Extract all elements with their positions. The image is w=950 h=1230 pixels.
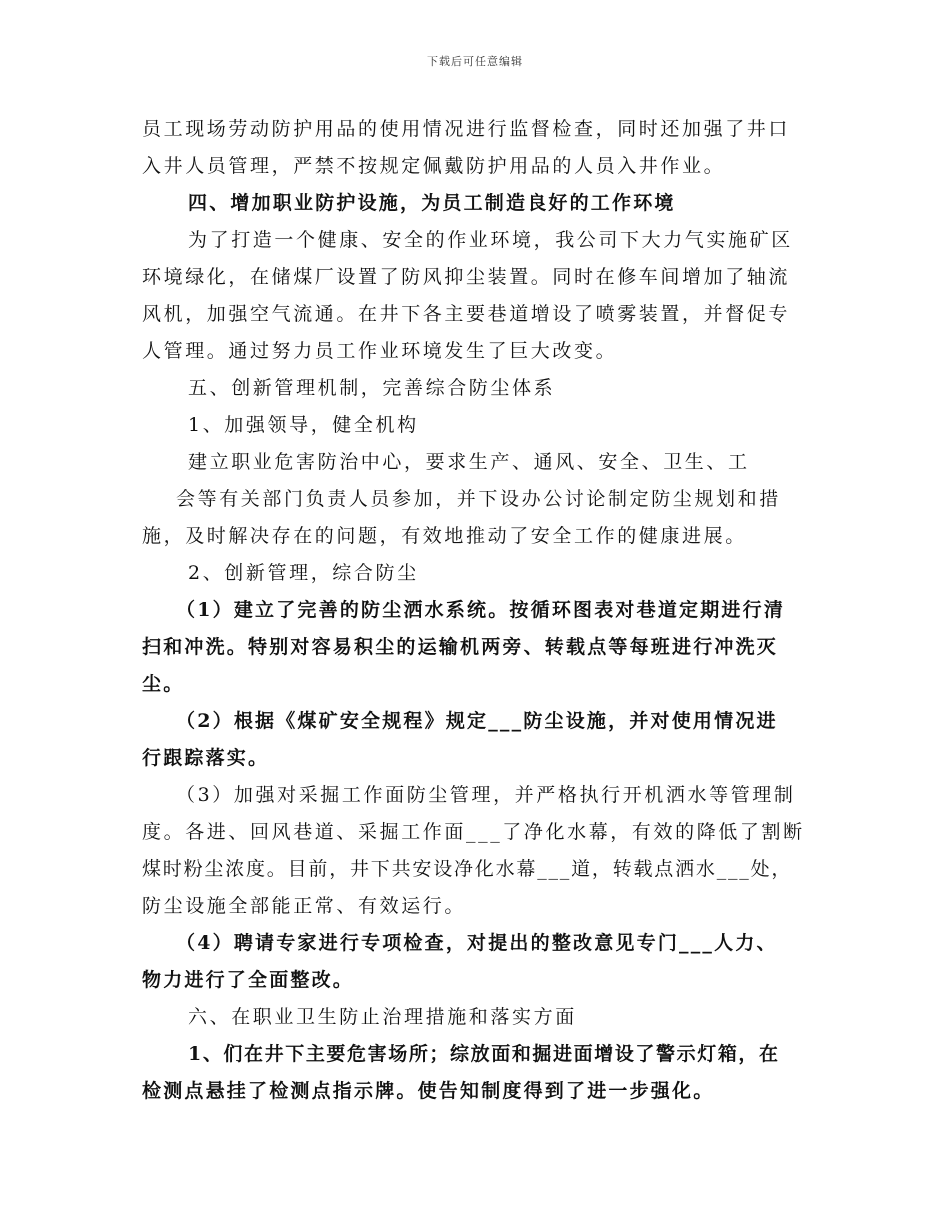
paragraph-line: 煤时粉尘浓度。目前，井下共安设净化水幕___道，转载点洒水___处， xyxy=(142,858,793,880)
section-heading-5: 五、创新管理机制，完善综合防尘体系 xyxy=(188,377,556,399)
subsection-heading-2: 2、创新管理，综合防尘 xyxy=(188,562,419,584)
paragraph-line: （3）加强对采掘工作面防尘管理，并严格执行开机洒水等管理制 xyxy=(176,784,796,806)
bold-paragraph-line: 物力进行了全面整改。 xyxy=(142,969,355,991)
paragraph-line: 为了打造一个健康、安全的作业环境，我公司下大力气实施矿区 xyxy=(188,229,793,251)
paragraph-line: 入井人员管理，严禁不按规定佩戴防护用品的人员入井作业。 xyxy=(142,155,726,177)
subsection-heading-1: 1、加强领导，健全机构 xyxy=(188,414,419,436)
bold-paragraph-line: （2）根据《煤矿安全规程》规定___防尘设施，并对使用情况进 xyxy=(176,710,778,732)
bold-paragraph-line: （4）聘请专家进行专项检查，对提出的整改意见专门___人力、 xyxy=(176,932,778,954)
paragraph-line: 防尘设施全部能正常、有效运行。 xyxy=(142,895,467,917)
paragraph-line: 环境绿化，在储煤厂设置了防风抑尘装置。同时在修车间增加了轴流 xyxy=(142,266,791,288)
bold-paragraph-line: 检测点悬挂了检测点指示牌。使告知制度得到了进一步强化。 xyxy=(142,1080,715,1102)
bold-paragraph-line: 扫和冲洗。特别对容易积尘的运输机两旁、转载点等每班进行冲洗灭 xyxy=(142,636,779,658)
paragraph-line: 度。各进、回风巷道、采掘工作面___了净化水幕，有效的降低了割断 xyxy=(142,821,805,843)
paragraph-line: 施，及时解决存在的问题，有效地推动了安全工作的健康进展。 xyxy=(142,525,747,547)
paragraph-line: 人管理。通过努力员工作业环境发生了巨大改变。 xyxy=(142,340,618,362)
bold-paragraph-line: 行跟踪落实。 xyxy=(142,747,270,769)
paragraph-line: 建立职业危害防治中心，要求生产、通风、安全、卫生、工 xyxy=(188,451,750,473)
section-heading-6: 六、在职业卫生防止治理措施和落实方面 xyxy=(188,1006,577,1028)
bold-paragraph-line: 尘。 xyxy=(142,673,185,695)
section-heading-4: 四、增加职业防护设施，为员工制造良好的工作环境 xyxy=(188,192,676,214)
page-header: 下载后可任意编辑 xyxy=(427,55,523,68)
bold-paragraph-line: （1）建立了完善的防尘洒水系统。按循环图表对巷道定期进行清 xyxy=(176,599,786,621)
bold-paragraph-line: 1、们在井下主要危害场所；综放面和掘进面增设了警示灯箱，在 xyxy=(188,1043,780,1065)
paragraph-line: 员工现场劳动防护用品的使用情况进行监督检查，同时还加强了井口 xyxy=(142,118,791,140)
paragraph-line: 会等有关部门负责人员参加，并下设办公讨论制定防尘规划和措 xyxy=(176,488,781,510)
paragraph-line: 风机，加强空气流通。在井下各主要巷道增设了喷雾装置，并督促专 xyxy=(142,303,791,325)
